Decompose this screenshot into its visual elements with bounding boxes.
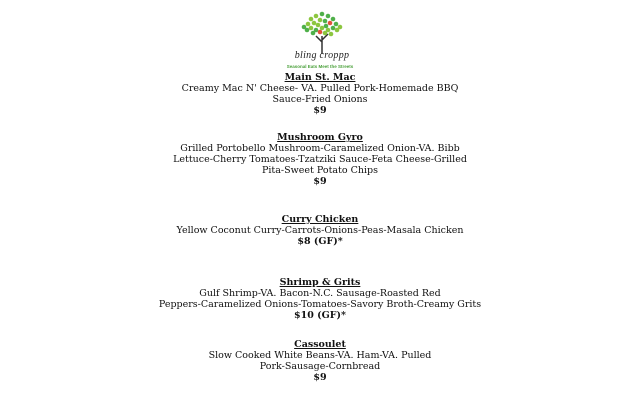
menu-item-desc-line: Lettuce-Cherry Tomatoes-Tzatziki Sauce-Feta Cheese-Grilled <box>173 154 467 165</box>
leaf-dot <box>331 26 336 31</box>
menu-item-cassoulet <box>120 339 520 383</box>
leaf-dot <box>323 31 328 36</box>
menu-item-main-st-mac <box>120 72 520 116</box>
leaf-dot <box>320 26 325 31</box>
menu-item-name: Cassoulet <box>294 339 346 350</box>
leaf-dot <box>309 26 314 31</box>
leaf-dot <box>324 24 329 29</box>
leaf-dot <box>323 19 328 24</box>
leaf-dot <box>326 14 331 19</box>
leaf-dot <box>314 14 319 19</box>
leaf-dot <box>320 12 325 17</box>
menu-item-desc-line: Pork-Sausage-Cornbread <box>259 361 381 372</box>
menu-item-price: $9 <box>313 105 327 116</box>
menu-item-curry-chicken <box>120 214 520 247</box>
leaf-dot <box>309 17 314 22</box>
menu-item-desc-line: Peppers-Caramelized Onions-Tomatoes-Savory Broth-Creamy Grits <box>158 299 482 310</box>
menu-item-desc-line: Slow Cooked White Beans-VA. Ham-VA. Pulled <box>208 350 432 361</box>
brand-logo <box>280 10 364 72</box>
leaf-dot <box>329 32 334 37</box>
leaf-dot <box>312 21 317 26</box>
menu-item-price: $9 <box>313 176 327 187</box>
menu-item-price: $8 (GF)* <box>297 236 343 247</box>
menu-item-name: Main St. Mac <box>284 72 356 83</box>
menu-item-price: $9 <box>313 372 327 383</box>
leaf-dot <box>334 22 339 27</box>
logo-wordmark: bling croppp <box>294 50 350 61</box>
menu-item-shrimp-grits <box>120 277 520 321</box>
menu-item-desc-line: Yellow Coconut Curry-Carrots-Onions-Peas-Masala Chicken <box>176 225 464 236</box>
leaf-dot <box>316 23 321 28</box>
leaf-dot <box>318 30 323 35</box>
menu-item-price: $10 (GF)* <box>294 310 346 321</box>
menu-item-name: Shrimp & Grits <box>279 277 361 288</box>
menu-item-desc-line: Gulf Shrimp-VA. Bacon-N.C. Sausage-Roasted Red <box>199 288 441 299</box>
menu-item-desc-line: Grilled Portobello Mushroom-Caramelized Onion-VA. Bibb <box>180 143 460 154</box>
menu-item-desc-line: Sauce-Fried Onions <box>272 94 368 105</box>
logo-tagline: Seasonal Eats Meet the Streets <box>286 64 354 69</box>
leaf-dot <box>331 17 336 22</box>
leaf-dot <box>302 25 307 30</box>
leaf-dot <box>338 25 343 30</box>
menu-item-desc-line: Pita-Sweet Potato Chips <box>262 165 378 176</box>
menu-item-name: Mushroom Gyro <box>277 132 363 143</box>
leaf-dot <box>311 31 316 36</box>
leaf-dot <box>318 18 323 23</box>
leaf-dot <box>328 21 333 26</box>
leaf-dot <box>306 22 311 27</box>
menu-item-desc-line: Creamy Mac N' Cheese- VA. Pulled Pork-Homemade BBQ <box>181 83 459 94</box>
menu-item-mushroom-gyro <box>120 132 520 187</box>
menu-item-name: Curry Chicken <box>281 214 359 225</box>
